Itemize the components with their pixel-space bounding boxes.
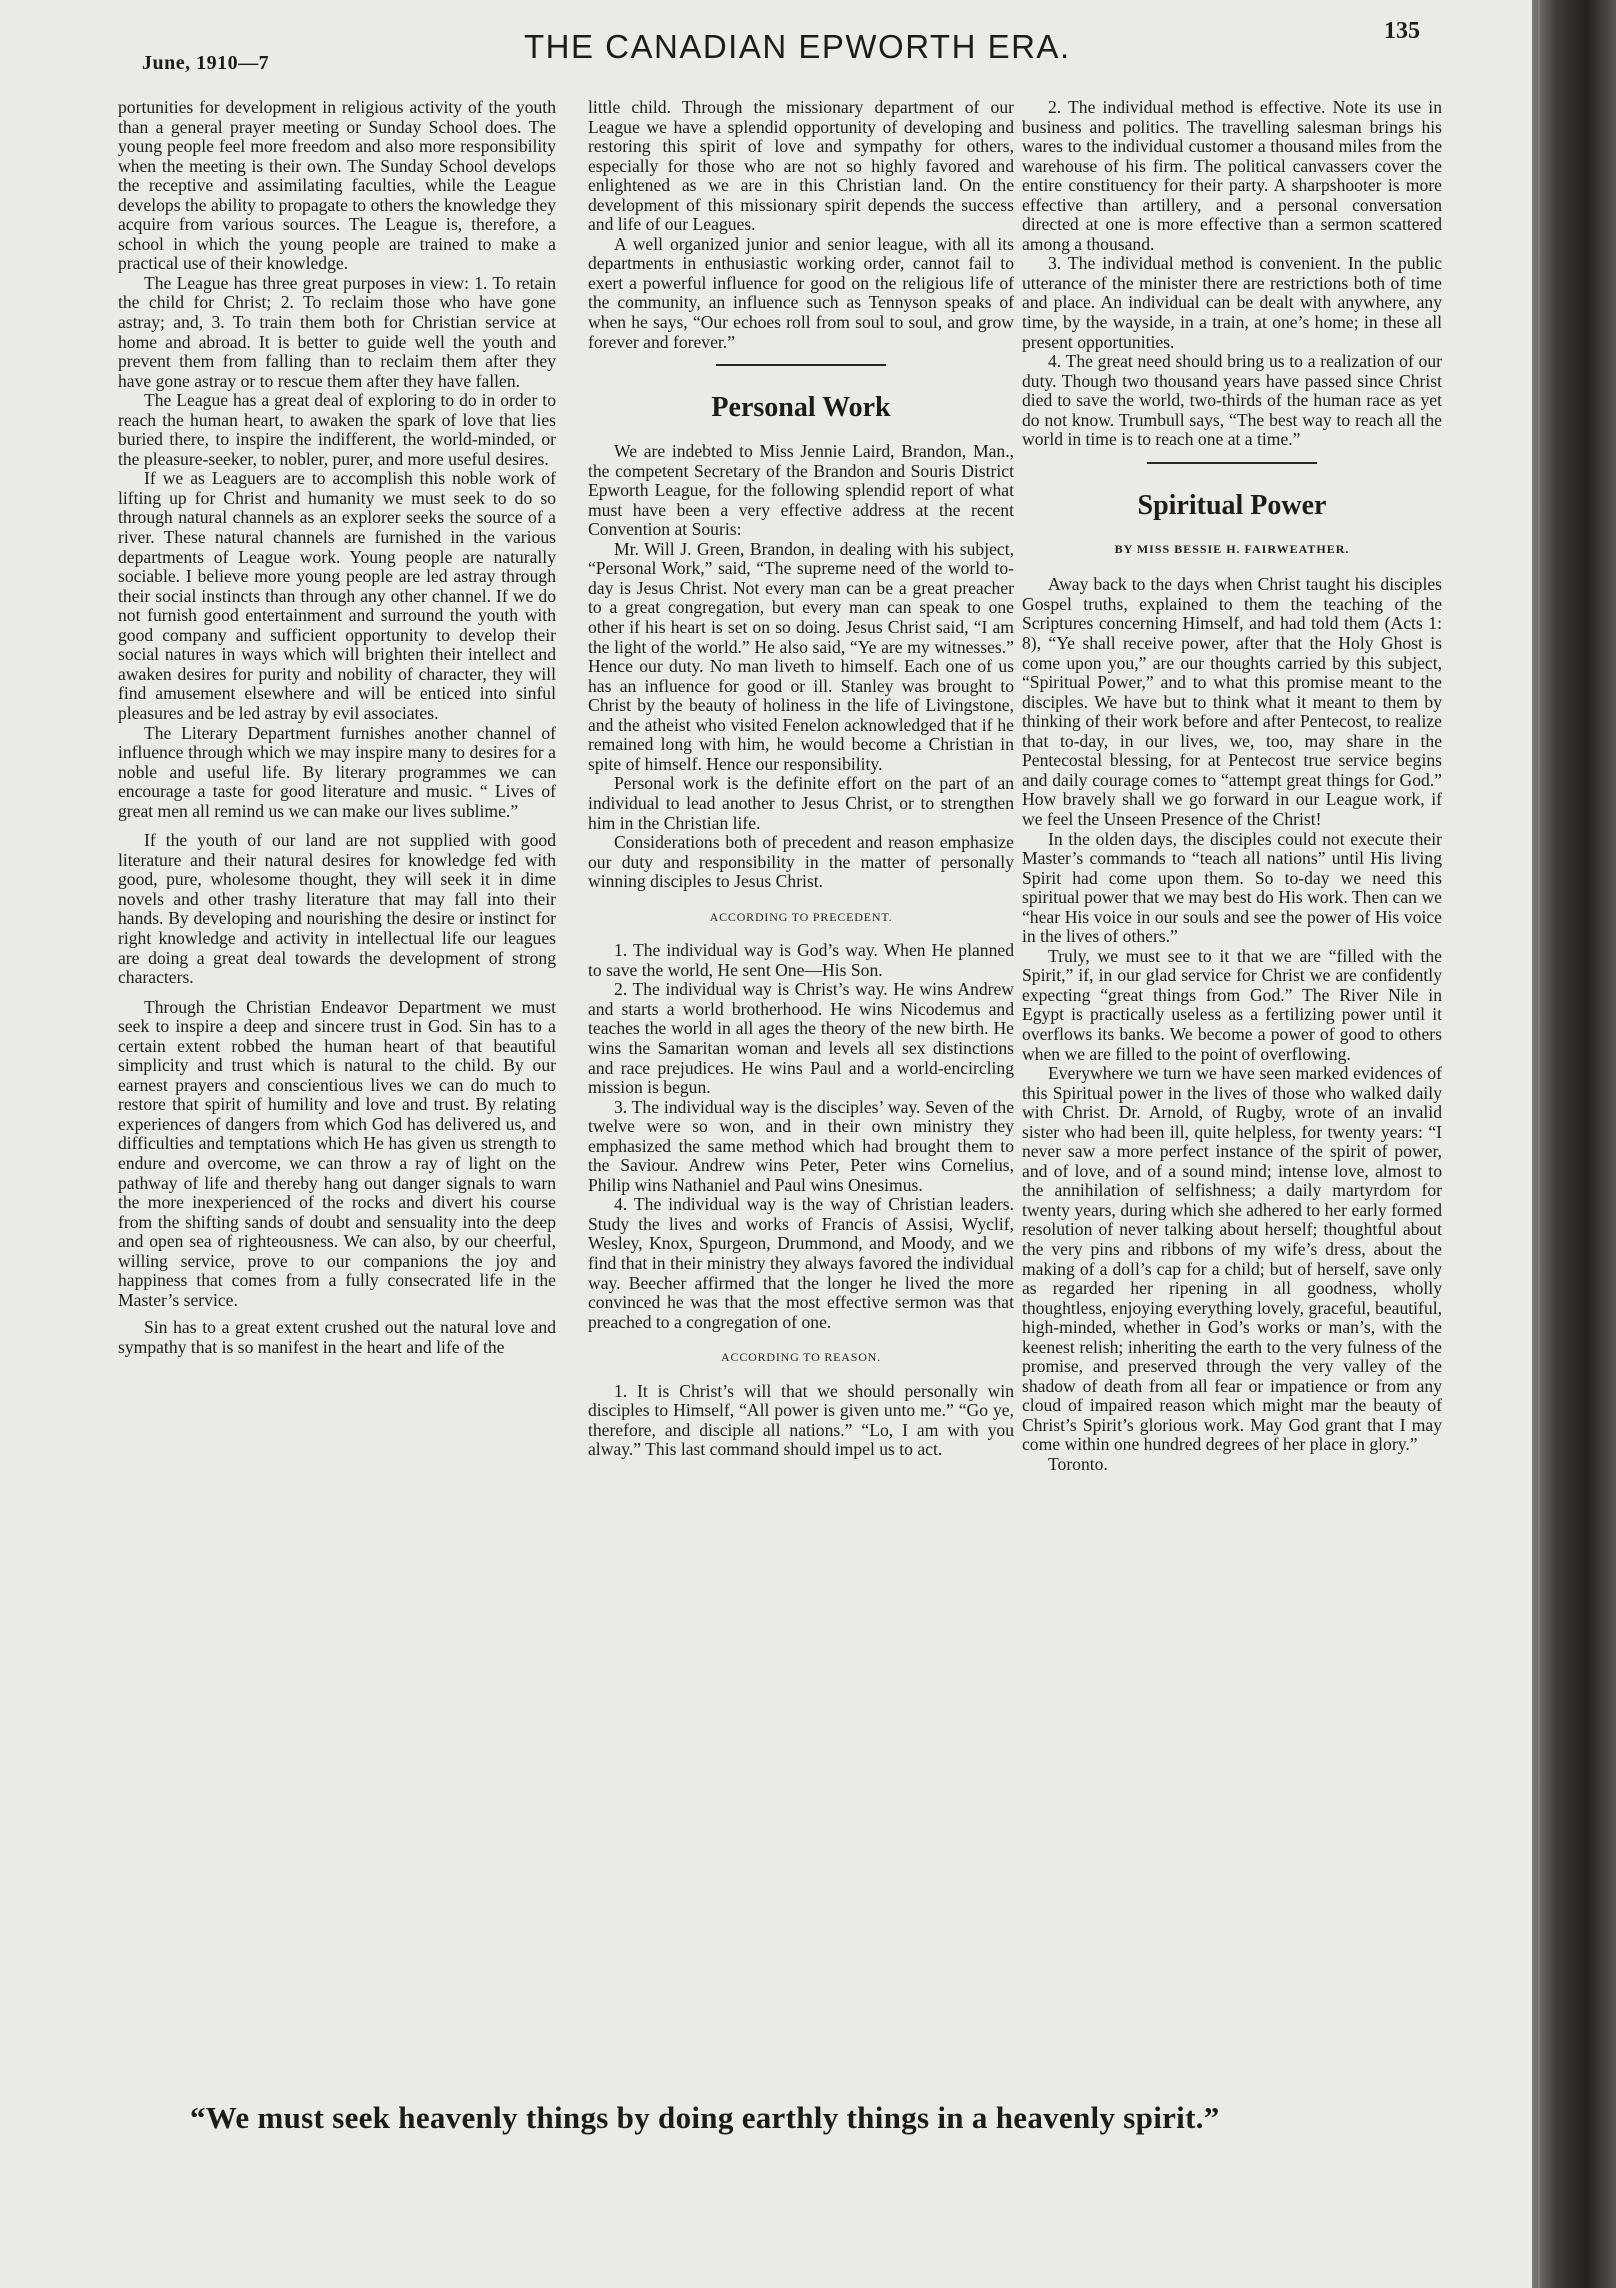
author-byline: BY MISS BESSIE H. FAIRWEATHER.: [1114, 541, 1350, 556]
section-title-personal-work: Personal Work: [711, 392, 891, 424]
paragraph: The League has three great purposes in view: 1. To retain the child for Christ; 2. To reclaim those who have gone astray; and, 3. To train them both for Christian service at home and abroad. It is better to guide well the youth and prevent them from falling than to reclaim them after they have gone astray or to rescue them after they have fallen.: [118, 272, 556, 391]
section-divider: [716, 364, 886, 366]
section-title-spiritual-power: Spiritual Power: [1137, 489, 1327, 521]
paragraph: If the youth of our land are not supplied with good literature and their natural desires for knowledge fed with good, pure, wholesome thought, they will seek it in dime novels and other trashy literature that may fall into their hands. By developing and nourishing the desire or instinct for right knowledge and activity in intellectual life our leagues are doing a great deal towards the development of strong characters.: [118, 830, 556, 988]
column-right: [1022, 98, 1442, 1475]
paragraph: Through the Christian Endeavor Department we must seek to inspire a deep and sincere trust in God. Sin has to a certain extent robbed the human heart of that beautiful simplicity and trust which is natural to the child. By our earnest prayers and conscientious lives we can do much to restore that spirit of humility and love and trust. By relating experiences of dangers from which God has delivered us, and difficulties and temptations which He has given us strength to endure and overcome, we can throw a ray of light on the pathway of life and thereby hang out danger signals to warn the more inexperienced of the rocks and divert his course from the shifting sands of doubt and sensuality into the deep and open sea of righteousness. We can also, by our cheerful, willing service, prove to our companions the joy and happiness that comes from a fully consecrated life in the Master’s service.: [118, 996, 556, 1310]
section-divider: [1147, 462, 1317, 464]
paragraph: little child. Through the missionary department of our League we have a splendid opportunity of developing and restoring this spirit of love and sympathy for others, especially for those who are not so highly favored and enlightened as we are in this Christian land. On the development of this missionary spirit depends the success and life of our Leagues.: [588, 97, 1014, 235]
page-number: 135: [1384, 18, 1420, 44]
paragraph: In the olden days, the disciples could not execute their Master’s commands to “teach all nations” until His living Spirit had come upon them. So to-day we need this spiritual power that we may best do His work. Then can we “hear His voice in our souls and see the power of His voice in the lives of others.”: [1022, 828, 1442, 947]
book-spine: [1532, 0, 1616, 2288]
paragraph: 3. The individual method is convenient. In the public utterance of the minister there are restrictions both of time and place. An individual can be dealt with anywhere, any time, by the wayside, in a train, at one’s home; in these all present opportunities.: [1022, 253, 1442, 352]
paragraph: If we as Leaguers are to accomplish this noble work of lifting up for Christ and humanity we must seek to do so through natural channels as an explorer seeks the source of a river. These natural channels are furnished in the various departments of League work. Young people are naturally sociable. I believe more young people are led astray through their social instincts than through any other channel. If we do not furnish good entertainment and surround the youth with good company and sufficient opportunity to develop their social natures in ways which will brighten their intellect and awaken desires for purity and nobility of character, they will find amusement elsewhere and will be enticed into sinful pleasures and be led astray by evil associates.: [118, 468, 556, 723]
column-middle: [588, 98, 1014, 1460]
paragraph: Away back to the days when Christ taught his disciples Gospel truths, explained to them the teaching of the Scriptures concerning Himself, and had told them (Acts 1: 8), “Ye shall receive power, after that the Holy Ghost is come upon you,” are our thoughts carried by this subject, “Spiritual Power,” and to what this promise meant to the disciples. We have but to think what it meant to them by thinking of their work before and after Pentecost, to realize that to-day, in our lives, we, too, may share in the Pentecostal blessing, for at Pentecost true service begins and daily courage comes to “attempt great things for God.” How bravely shall we go forward in our League work, if we feel the Unseen Presence of the Christ!: [1022, 574, 1442, 829]
signoff-location: Toronto.: [1048, 1454, 1108, 1474]
issue-date: June, 1910—7: [142, 52, 270, 74]
subhead-reason: ACCORDING TO REASON.: [721, 1350, 881, 1365]
paragraph: portunities for development in religious activity of the youth than a general prayer meeting or Sunday School does. The young people feel more freedom and also more responsibility when the meeting is their own. The Sunday School develops the receptive and assimilating faculties, while the League develops the ability to propagate to others the knowledge they acquire from various sources. The League is, therefore, a school in which the young people are trained to make a practical use of their knowledge.: [118, 97, 556, 274]
column-left: [118, 98, 556, 1357]
paragraph: Mr. Will J. Green, Brandon, in dealing with his subject, “Personal Work,” said, “The supreme need of the world to-day is Jesus Christ. Not every man can be a great preacher to a great congregation, but every man can speak to one other if his heart is set on so doing. Jesus Christ said, “I am the light of the world.” He also said, “Ye are my witnesses.” Hence our duty. No man liveth to himself. Each one of us has an influence for good or ill. Stanley was brought to Christ by the beauty of holiness in the life of Livingstone, and the atheist who visited Fenelon acknowledged that if he remained long with him, he would become a Christian in spite of himself. Hence our responsibility.: [588, 538, 1014, 774]
paragraph: 4. The individual way is the way of Christian leaders. Study the lives and works of Francis of Assisi, Wyclif, Wesley, Knox, Spurgeon, Drummond, and Moody, and we find that in their ministry they always favored the individual way. Beecher affirmed that the longer he lived the more convinced he was that the most effective sermon was that preached to a congregation of one.: [588, 1194, 1014, 1332]
paragraph: 2. The individual method is effective. Note its use in business and politics. The travelling salesman brings his wares to the individual customer a thousand miles from the warehouse of his firm. The political canvassers cover the entire constituency for their party. A sharpshooter is more effective than artillery, and a personal conversation directed at one is more effective than a sermon scattered among a thousand.: [1022, 97, 1442, 254]
paragraph: Considerations both of precedent and reason emphasize our duty and responsibility in the matter of personally winning disciples to Jesus Christ.: [588, 832, 1014, 892]
paragraph: 1. It is Christ’s will that we should personally win disciples to Himself, “All power is given unto me.” “Go ye, therefore, and disciple all nations.” “Lo, I am with you alway.” This last command should impel us to act.: [588, 1380, 1014, 1460]
paragraph: We are indebted to Miss Jennie Laird, Brandon, Man., the competent Secretary of the Brandon and Souris District Epworth League, for the following splendid report of what must have been a very effective address at the recent Convention at Souris:: [588, 441, 1014, 540]
paragraph: Truly, we must see to it that we are “filled with the Spirit,” if, in our glad service for Christ we are confidently expecting “great things from God.” The River Nile in Egypt is practically useless as a fertilizing power until it overflows its banks. We become a power of good to others when we are filled to the point of overflowing.: [1022, 945, 1442, 1064]
paragraph: 3. The individual way is the disciples’ way. Seven of the twelve were so won, and in their own ministry they emphasized the same method which had brought them to the Saviour. Andrew wins Peter, Peter wins Cornelius, Philip wins Nathaniel and Paul wins Onesimus.: [588, 1096, 1014, 1195]
paragraph: 1. The individual way is God’s way. When He planned to save the world, He sent One—His Son.: [588, 940, 1014, 980]
paragraph: Everywhere we turn we have seen marked evidences of this Spiritual power in the lives of those who walked daily with Christ. Dr. Arnold, of Rugby, wrote of an invalid sister who had been ill, quite helpless, for twenty years: “I never saw a more perfect instance of the spirit of power, and of love, and of a sound mind; intense love, almost to the annihilation of selfishness; a daily martyrdom for twenty years, during which she adhered to her early formed resolution of never talking about herself; thoughtful about the very pins and ribbons of my wife’s dress, about the making of a doll’s cap for a child; but of herself, save only as regarded her ripening in all goodness, wholly thoughtless, enjoying everything lovely, graceful, beautiful, high-minded, whether in God’s works or man’s, with the keenest relish; inheriting the earth to the very fulness of the promise, and preserved through the very valley of the shadow of death from all fear or impatience or from any cloud of impaired reason which might mar the beauty of Christ’s Spirit’s glorious work. May God grant that I may come within one hundred degrees of her place in glory.”: [1022, 1063, 1442, 1455]
paragraph: Personal work is the definite effort on the part of an individual to lead another to Jesus Christ, or to strengthen him in the Christian life.: [588, 773, 1014, 833]
paragraph: 2. The individual way is Christ’s way. He wins Andrew and starts a world brotherhood. He wins Nicodemus and teaches the world in all ages the theory of the new birth. He wins the Samaritan woman and levels all sex distinctions and race prejudices. He wins Paul and a world-encircling mission is begun.: [588, 979, 1014, 1098]
masthead-title: THE CANADIAN EPWORTH ERA.: [524, 28, 1071, 65]
paragraph: The League has a great deal of exploring to do in order to reach the human heart, to awaken the spark of love that lies buried there, to inspire the indifferent, the world-minded, or the pleasure-seeker, to nobler, purer, and more useful desires.: [118, 390, 556, 469]
paragraph: The Literary Department furnishes another channel of influence through which we may inspire many to desires for a noble and useful life. By literary programmes we can encourage a taste for good literature and music. “ Lives of great men all remind us we can make our lives sublime.”: [118, 722, 556, 821]
paragraph: Sin has to a great extent crushed out the natural love and sympathy that is so manifest in the heart and life of the: [118, 1317, 556, 1357]
footer-quote: “We must seek heavenly things by doing earthly things in a heavenly spirit.”: [190, 2100, 1220, 2135]
paragraph: A well organized junior and senior league, with all its departments in enthusiastic working order, cannot fail to exert a powerful influence for good on the religious life of the community, an influence such as Tennyson speaks of when he says, “Our echoes roll from soul to soul, and grow forever and forever.”: [588, 233, 1014, 352]
paragraph: 4. The great need should bring us to a realization of our duty. Though two thousand years have passed since Christ died to save the world, two-thirds of the human race as yet do not know. Trumbull says, “The best way to reach all the world in time is to reach one at a time.”: [1022, 351, 1442, 450]
subhead-precedent: ACCORDING TO PRECEDENT.: [709, 909, 893, 924]
